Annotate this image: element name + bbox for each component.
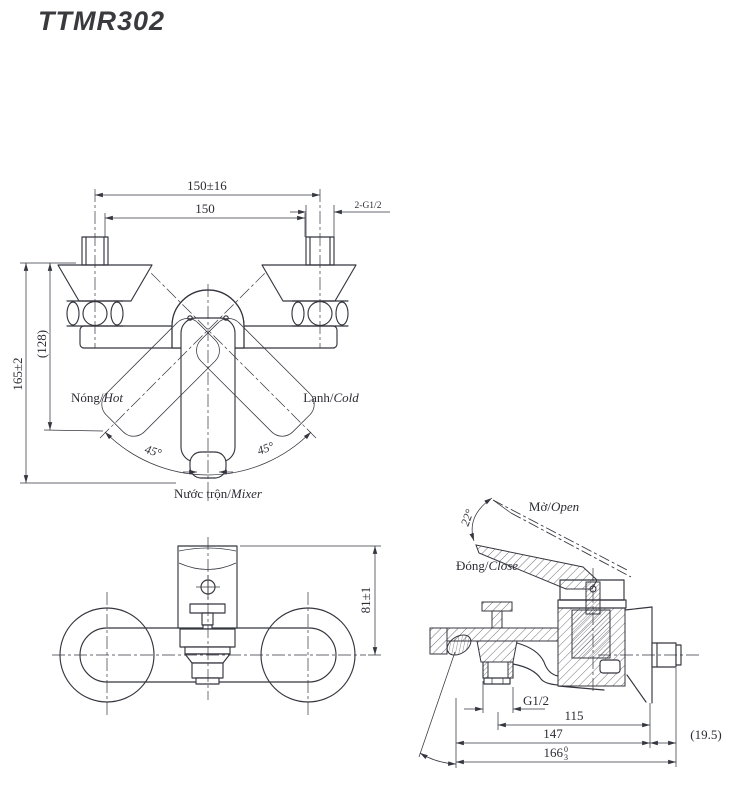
dim-span-tolerance: 150±16 bbox=[187, 178, 227, 193]
dim-offset-115: 115 bbox=[564, 708, 584, 723]
dim-offset-166: 166 bbox=[543, 745, 563, 760]
front-view-drawing bbox=[10, 178, 390, 502]
dim-wall-gap: (19.5) bbox=[690, 727, 722, 742]
label-cold: Lạnh/Cold bbox=[303, 390, 359, 405]
dim-angle-right: 45° bbox=[255, 438, 276, 458]
label-close: Đóng/Close bbox=[455, 558, 519, 573]
label-mixer: Nước trộn/Mixer bbox=[174, 486, 262, 501]
page-title: TTMR302 bbox=[38, 6, 166, 36]
dim-height-reference: (128) bbox=[34, 329, 49, 359]
plan-view-drawing bbox=[52, 537, 381, 718]
dim-offset-166-sup: 0 bbox=[564, 745, 568, 754]
dim-inlet-thread: 2-G1/2 bbox=[354, 201, 382, 211]
dim-span: 150 bbox=[195, 201, 215, 216]
dim-handle-angle: 22° bbox=[457, 507, 477, 528]
dim-offset-166-sub: 3 bbox=[564, 753, 568, 762]
dim-outlet-thread: G1/2 bbox=[523, 693, 549, 708]
dim-offset-147: 147 bbox=[543, 726, 563, 741]
side-view-drawing bbox=[419, 498, 722, 768]
dim-depth: 81±1 bbox=[358, 586, 373, 614]
label-hot: Nóng/Hot bbox=[71, 390, 123, 405]
dim-height-tolerance: 165±2 bbox=[10, 357, 25, 391]
label-open: Mở/Open bbox=[528, 499, 580, 514]
dim-angle-left: 45° bbox=[143, 442, 164, 461]
